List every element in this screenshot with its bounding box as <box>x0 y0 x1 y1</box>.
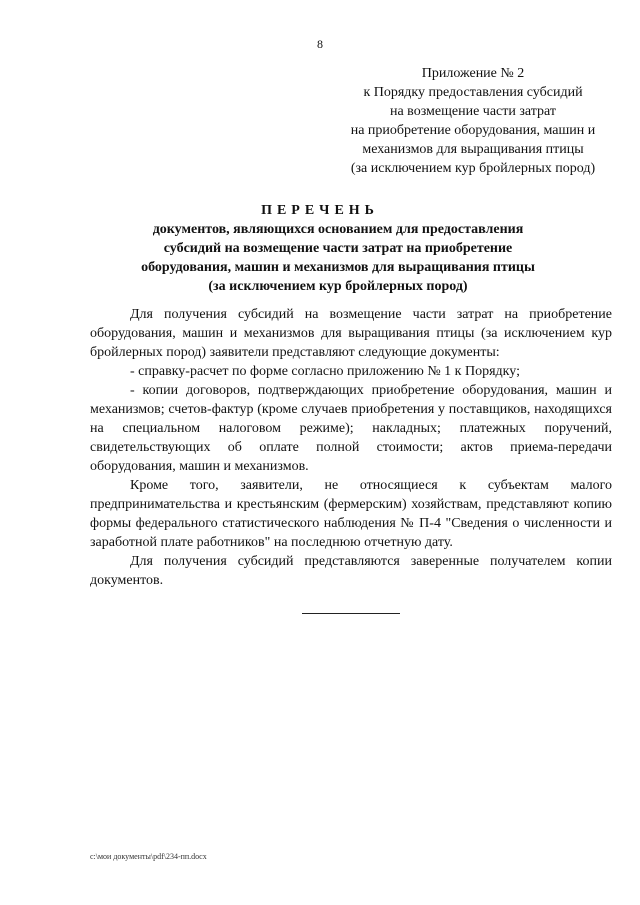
appendix-line: (за исключением кур бройлерных пород) <box>350 161 596 176</box>
appendix-line: на приобретение оборудования, машин и <box>350 123 596 138</box>
subtitle-line: субсидий на возмещение части затрат на приобретение <box>163 241 513 256</box>
appendix-line: на возмещение части затрат <box>389 104 557 119</box>
subtitle-line: (за исключением кур бройлерных пород) <box>208 279 468 294</box>
footer-file-path: c:\мои документы\pdf\234-пп.docx <box>90 852 207 861</box>
page-number: 8 <box>317 37 323 51</box>
subtitle-line: оборудования, машин и механизмов для выращивания птицы <box>141 260 535 275</box>
appendix-line: Приложение № 2 <box>421 66 525 81</box>
body-list-item: - копии договоров, подтверждающих приобретение оборудования, машин и механизмов; счетов-фактур (кроме случаев приобретения у поставщиков, находящихся на специальном налоговом режиме); накладных; платежных поручений, свидетельствующих об оплате полной стоимости; актов приема-передачи оборудования, машин и механизмов. <box>90 383 612 474</box>
body-paragraph: Для получения субсидий на возмещение части затрат на приобретение оборудования, машин и механизмов для выращивания птицы (за исключением кур бройлерных пород) заявители представляют следующие документы: <box>90 307 612 360</box>
body-paragraph: Для получения субсидий представляются заверенные получателем копии документов. <box>90 554 612 588</box>
subtitle-line: документов, являющихся основанием для предоставления <box>152 222 524 237</box>
body-paragraph: Кроме того, заявители, не относящиеся к субъектам малого предпринимательства и крестьянским (фермерским) хозяйствам, представляют копию формы федерального статистического наблюдения № П-4 "Сведения о численности и заработной плате работников" на последнюю отчетную дату. <box>90 478 612 550</box>
document-subtitle <box>88 220 588 296</box>
appendix-line: к Порядку предоставления субсидий <box>363 85 583 100</box>
appendix-block <box>330 64 616 178</box>
end-divider <box>302 613 400 614</box>
document-title: ПЕРЕЧЕНЬ <box>261 203 379 218</box>
appendix-line: механизмов для выращивания птицы <box>362 142 584 157</box>
document-body <box>90 305 612 590</box>
body-list-item: - справку-расчет по форме согласно приложению № 1 к Порядку; <box>130 364 520 379</box>
